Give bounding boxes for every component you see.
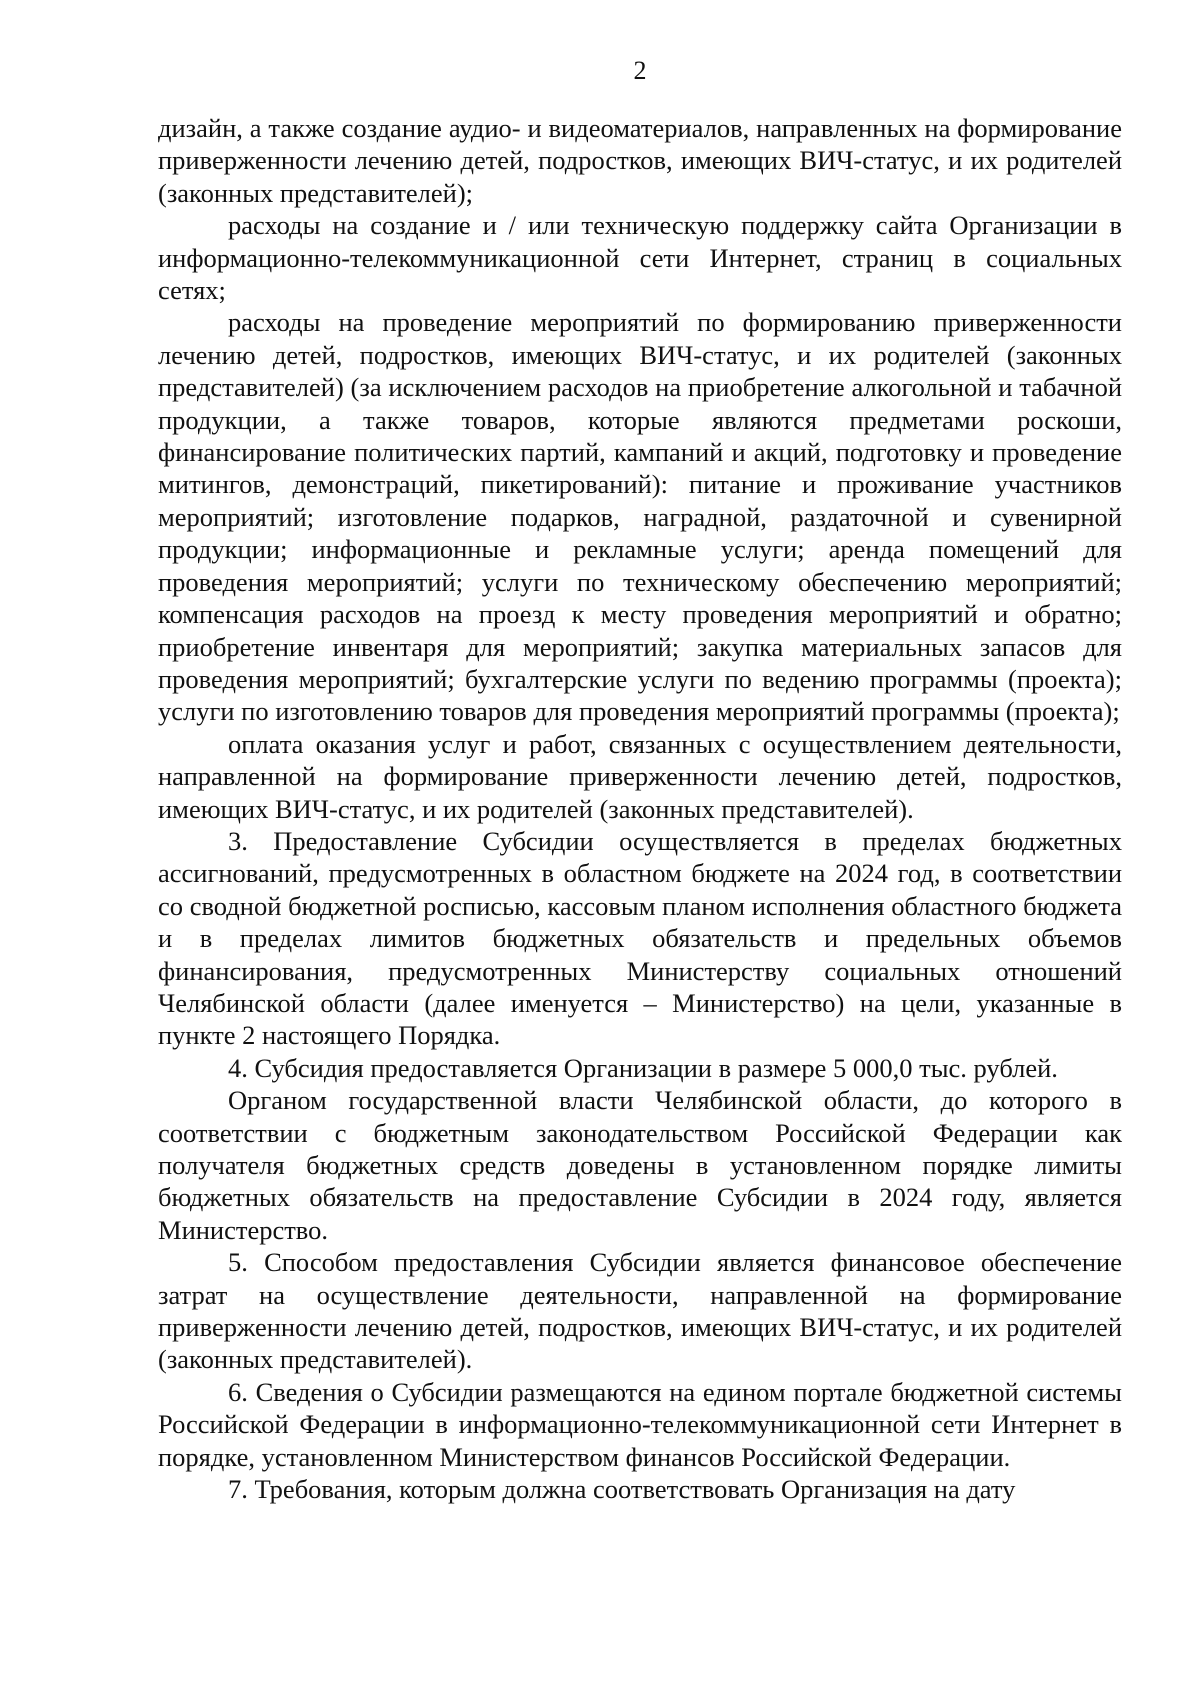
page-number: 2 [633, 56, 647, 85]
paragraph-item-5: 5. Способом предоставления Субсидии является финансовое обеспечение затрат на осуществление деятельности, направленной на формирование приверженности лечению детей, подростков, имеющих ВИЧ-статус, и их родителей (законных представителей). [158, 1247, 1122, 1375]
document-body [158, 112, 1122, 1505]
paragraph-services-payment: оплата оказания услуг и работ, связанных с осуществлением деятельности, направленной на формирование приверженности лечению детей, подростков, имеющих ВИЧ-статус, и их родителей (законных представителей). [158, 728, 1122, 824]
paragraph-item-3: 3. Предоставление Субсидии осуществляется в пределах бюджетных ассигнований, предусмотренных в областном бюджете на 2024 год, в соответствии со сводной бюджетной росписью, кассовым планом исполнения областного бюджета и в пределах лимитов бюджетных обязательств и предельных объемов финансирования, предусмотренных Министерству социальных отношений Челябинской области (далее именуется – Министерство) на цели, указанные в пункте 2 настоящего Порядка. [158, 825, 1122, 1051]
paragraph-authority: Органом государственной власти Челябинской области, до которого в соответствии с бюджетным законодательством Российской Федерации как получателя бюджетных средств доведены в установленном порядке лимиты бюджетных обязательств на предоставление Субсидии в 2024 году, является Министерство. [158, 1085, 1122, 1245]
paragraph-item-6: 6. Сведения о Субсидии размещаются на едином портале бюджетной системы Российской Федерации в информационно-телекоммуникационной сети Интернет в порядке, установленном Министерством финансов Российской Федерации. [158, 1376, 1122, 1472]
paragraph-continuation: дизайн, а также создание аудио- и видеоматериалов, направленных на формирование приверженности лечению детей, подростков, имеющих ВИЧ-статус, и их родителей (законных представителей); [158, 113, 1122, 208]
paragraph-event-expenses: расходы на проведение мероприятий по формированию приверженности лечению детей, подростков, имеющих ВИЧ-статус, и их родителей (законных представителей) (за исключением расходов на приобретение алкогольной и табачной продукции, а также товаров, которые являются предметами роскоши, финансирование политических партий, кампаний и акций, подготовку и проведение митингов, демонстраций, пикетирований): питание и проживание участников мероприятий; изготовление подарков, наградной, раздаточной и сувенирной продукции; информационные и рекламные услуги; аренда помещений для проведения мероприятий; услуги по техническому обеспечению мероприятий; компенсация расходов на проезд к месту проведения мероприятий и обратно; приобретение инвентаря для мероприятий; закупка материальных запасов для проведения мероприятий; бухгалтерские услуги по ведению программы (проекта); услуги по изготовлению товаров для проведения мероприятий программы (проекта); [158, 307, 1122, 727]
paragraph-website-expenses: расходы на создание и / или техническую поддержку сайта Организации в информационно-телекоммуникационной сети Интернет, страниц в социальных сетях; [158, 210, 1122, 306]
paragraph-item-7: 7. Требования, которым должна соответствовать Организация на дату [228, 1474, 1016, 1505]
paragraph-item-4: 4. Субсидия предоставляется Организации в размере 5 000,0 тыс. рублей. [228, 1052, 1058, 1083]
